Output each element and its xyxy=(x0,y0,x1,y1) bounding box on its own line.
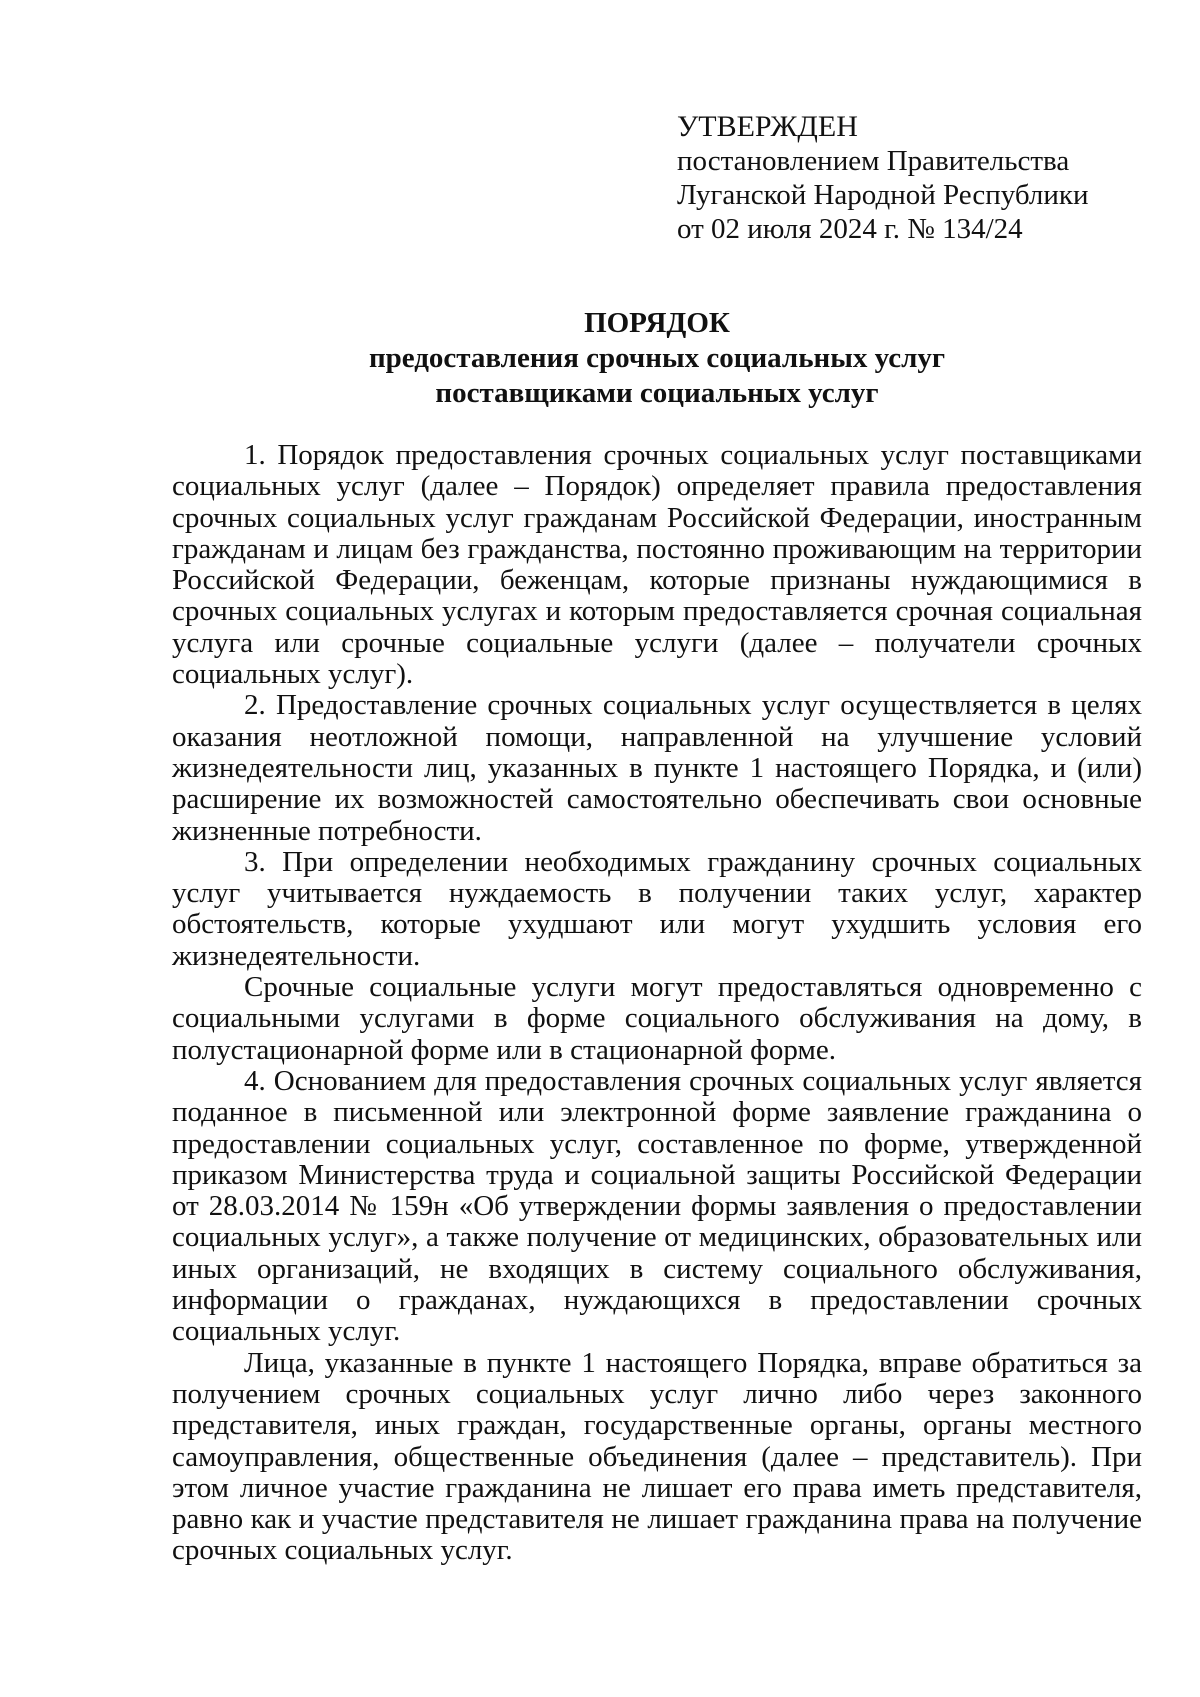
title-sub-2: поставщиками социальных услуг xyxy=(435,377,879,409)
approval-heading: УТВЕРЖДЕН xyxy=(677,110,858,143)
title-sub-1: предоставления срочных социальных услуг xyxy=(368,342,946,374)
document-title xyxy=(172,306,1142,411)
paragraph-3: 3. При определении необходимых гражданину срочных социальных услуг учитывается нуждаемость в получении таких услуг, характер обстоятельств, которые ухудшают или могут ухудшить условия его жизнедеятельности. xyxy=(172,845,1142,972)
paragraph-5: 4. Основанием для предоставления срочных социальных услуг является поданное в письменной или электронной форме заявление гражданина о предоставлении социальных услуг, составленное по форме, утвержденной приказом Министерства труда и социальной защиты Российской Федерации от 28.03.2014 № 159н «Об утверждении формы заявления о предоставлении социальных услуг», а также получение от медицинских, образовательных или иных организаций, не входящих в систему социального обслуживания, информации о гражданах, нуждающихся в предоставлении срочных социальных услуг. xyxy=(172,1064,1142,1348)
title-main: ПОРЯДОК xyxy=(584,307,730,339)
approval-line-2: Луганской Народной Республики xyxy=(677,179,1089,211)
paragraph-1: 1. Порядок предоставления срочных социальных услуг поставщиками социальных услуг (далее – Порядок) определяет правила предоставления срочных социальных услуг гражданам Российской Федерации, иностранным гражданам и лицам без гражданства, постоянно проживающим на территории Российской Федерации, беженцам, которые признаны нуждающимися в срочных социальных услугах и которым предоставляется срочная социальная услуга или срочные социальные услуги (далее – получатели срочных социальных услуг). xyxy=(172,439,1142,691)
paragraph-2: 2. Предоставление срочных социальных услуг осуществляется в целях оказания неотложной помощи, направленной на улучшение условий жизнедеятельности лиц, указанных в пункте 1 настоящего Порядка, и (или) расширение их возможностей самостоятельно обеспечивать свои основные жизненные потребности. xyxy=(172,689,1142,847)
document-body xyxy=(172,440,1142,1567)
approval-line-1: постановлением Правительства xyxy=(677,145,1070,177)
approval-stamp xyxy=(677,110,1089,246)
paragraph-6: Лица, указанные в пункте 1 настоящего Порядка, вправе обратиться за получением срочных социальных услуг лично либо через законного представителя, иных граждан, государственные органы, органы местного самоуправления, общественные объединения (далее – представитель). При этом личное участие гражданина не лишает его права иметь представителя, равно как и участие представителя не лишает гражданина права на получение срочных социальных услуг. xyxy=(172,1346,1142,1567)
approval-line-3: от 02 июля 2024 г. № 134/24 xyxy=(677,213,1023,245)
paragraph-4: Срочные социальные услуги могут предоставляться одновременно с социальными услугами в форме социального обслуживания на дому, в полустационарной форме или в стационарной форме. xyxy=(172,971,1142,1066)
